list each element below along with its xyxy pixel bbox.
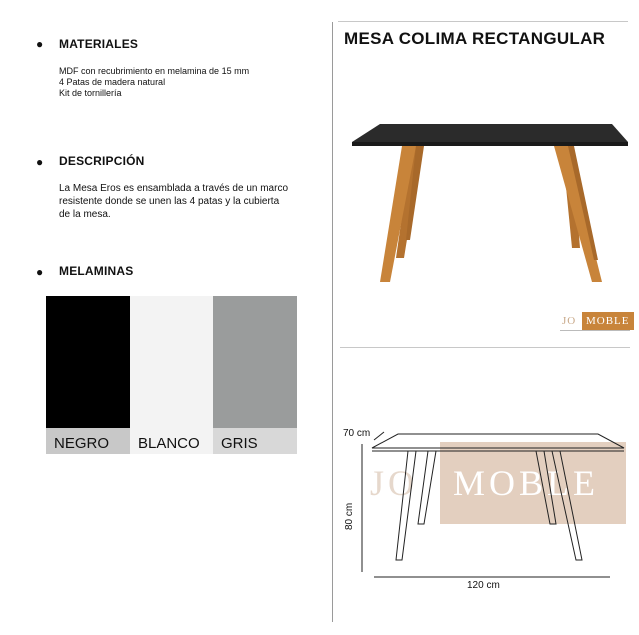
descripcion-line: resistente donde se unen las 4 patas y la cubierta [59, 196, 280, 207]
bullet-icon: ● [36, 155, 44, 169]
materiales-line: 4 Patas de madera natural [59, 77, 166, 87]
descripcion-text [59, 182, 288, 221]
section-rule [340, 347, 630, 348]
brand-logo-right: MOBLE [586, 315, 630, 327]
bullet-icon: ● [36, 265, 44, 279]
watermark-left: JO [370, 463, 419, 503]
brand-logo [562, 312, 576, 330]
product-title: MESA COLIMA RECTANGULAR [344, 29, 606, 48]
table-top [352, 124, 628, 142]
materiales-line: Kit de tornillería [59, 88, 122, 98]
technical-drawing [340, 420, 630, 590]
swatch-blanco [130, 296, 213, 454]
drawing-leg [396, 451, 416, 560]
descripcion-line: La Mesa Eros es ensamblada a través de un marco [59, 183, 289, 194]
descripcion-line: de la mesa. [59, 209, 111, 220]
swatch-label: BLANCO [138, 435, 200, 452]
swatch-label: GRIS [221, 435, 258, 452]
column-divider [332, 22, 333, 622]
swatch-label: NEGRO [54, 435, 110, 452]
drawing-leg [552, 451, 582, 560]
swatch-negro [46, 296, 130, 454]
drawing-top [372, 434, 624, 448]
materiales-line: MDF con recubrimiento en melamina de 15 mm [59, 66, 250, 76]
section-title-descripcion: DESCRIPCIÓN [59, 154, 145, 168]
watermark-right: MOBLE [453, 463, 599, 503]
materiales-list [59, 66, 249, 99]
drawing-leg [536, 451, 556, 524]
brand-logo-box [582, 312, 634, 330]
swatch-color [213, 296, 297, 428]
brand-underline [560, 330, 630, 331]
swatch-gris [213, 296, 297, 454]
height-label: 80 cm [344, 502, 355, 530]
section-title-melaminas: MELAMINAS [59, 264, 134, 278]
bullet-icon: ● [36, 37, 44, 51]
depth-dimension-line [374, 432, 384, 440]
depth-label: 70 cm [343, 428, 371, 439]
drawing-leg [418, 451, 436, 524]
table-edge [352, 142, 628, 146]
swatch-color [46, 296, 130, 428]
swatch-color [130, 296, 213, 428]
width-label: 120 cm [467, 580, 500, 591]
top-rule [338, 21, 628, 22]
product-photo [340, 110, 630, 300]
section-title-materiales: MATERIALES [59, 37, 139, 51]
brand-logo-left: JO [562, 315, 577, 327]
